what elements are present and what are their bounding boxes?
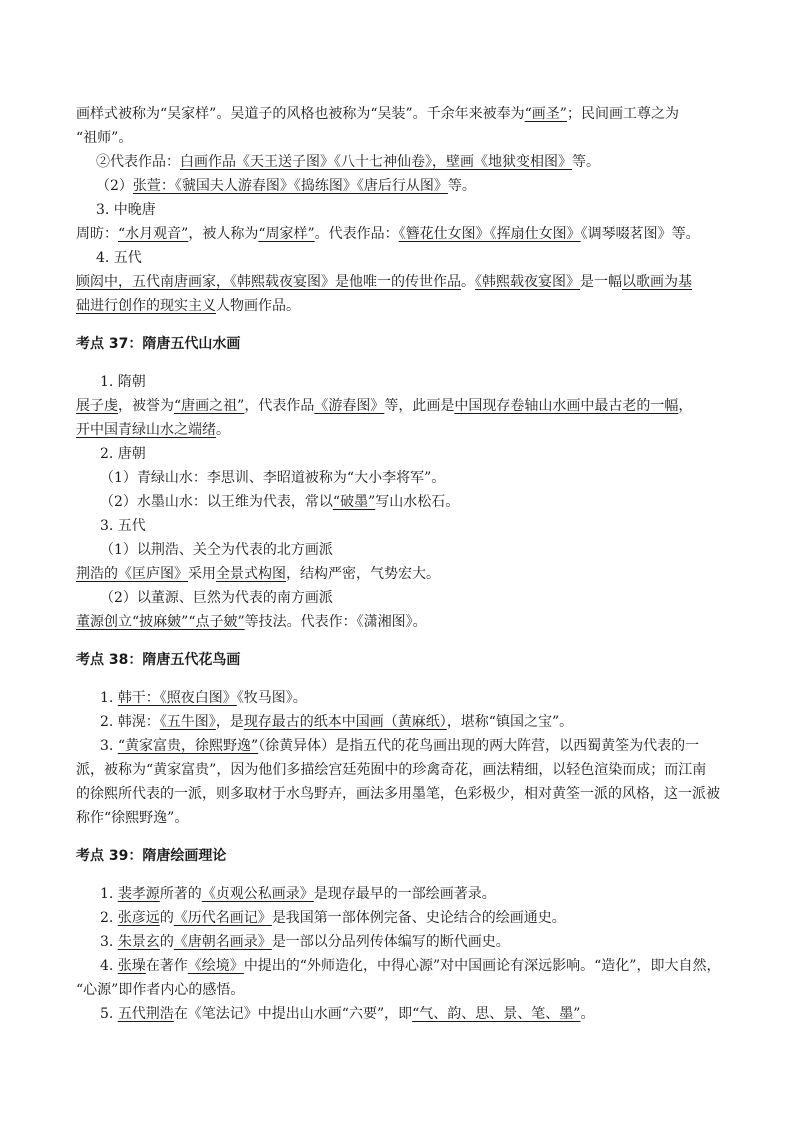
text-run: 。: [580, 1006, 595, 1022]
text-run: （1）青绿山水：李思训、李昭道被称为“大小李将军”。: [100, 470, 446, 486]
underlined-text: 现存最古的纸本中国画（黄麻纸）: [243, 714, 447, 730]
text-line: [100, 444, 146, 464]
text-line: [76, 396, 692, 416]
text-run: 的: [159, 910, 174, 926]
underlined-text: 中国现存卷轴山水画中最古老的一幅: [454, 398, 679, 414]
text-run: 是一幅: [580, 274, 622, 290]
text-line: [100, 688, 307, 708]
underlined-text: 《历代名画记》: [173, 910, 272, 926]
text-run: （2）以董源、巨然为代表的南方画派: [100, 590, 333, 606]
text-line: [76, 420, 230, 440]
text-run: 是一部以分品列传体编写的断代画史。: [271, 934, 510, 950]
text-run: ，堪称“镇国之宝”。: [446, 714, 574, 730]
underlined-text: 张萱：《虢国夫人游春图》《捣练图》《唐后行从图》: [132, 178, 448, 194]
text-run: “祖师”。: [76, 130, 133, 146]
text-run: 所著的: [159, 886, 202, 902]
text-line: [100, 932, 510, 952]
text-line: [76, 808, 188, 828]
text-line: [76, 128, 132, 148]
text-run: 3. 五代: [100, 518, 146, 534]
text-run: 等。: [572, 154, 600, 170]
text-line: [96, 200, 156, 220]
underlined-text: “气、韵、思、景、笔、墨”: [412, 1006, 581, 1022]
underlined-text: 《韩熙载夜宴图》是他唯一的传世作品: [230, 274, 461, 290]
text-line: [76, 612, 427, 632]
text-line: [100, 908, 566, 928]
underlined-text: 五代荆浩: [117, 1006, 174, 1022]
text-line: [100, 372, 146, 392]
underlined-text: “破墨”: [332, 494, 376, 510]
text-line: [100, 516, 146, 536]
text-run: 的: [159, 934, 174, 950]
text-run: 的徐熙所代表的一派，则多取材于水鸟野卉，画法多用墨笔，色彩极少，相对黄筌一派的风格，这一派被: [76, 786, 720, 802]
text-run: 等技法。代表作：《潇湘图》。: [244, 614, 427, 630]
text-run: 。: [461, 274, 475, 290]
text-run: （1）以荆浩、关仝为代表的北方画派: [100, 542, 333, 558]
text-run: 3. 中晚唐: [96, 202, 156, 218]
text-run: 人物画作品。: [216, 298, 300, 314]
text-line: [96, 152, 600, 172]
text-run: 中提出的“外师造化，中得心源”对中国画论有深远影响。“造化”，即大自然，: [243, 958, 721, 974]
text-run: ，是: [215, 714, 244, 730]
underlined-text: 《五牛图》: [159, 714, 216, 730]
underlined-text: 《绘境》: [187, 958, 244, 974]
underlined-text: 《唐朝名画录》: [173, 934, 272, 950]
section-heading: [76, 650, 240, 670]
text-run: 等，此画是: [384, 398, 455, 414]
text-run: 1.: [100, 886, 118, 902]
text-line: [100, 884, 496, 904]
text-run: 3.: [100, 738, 118, 754]
underlined-text: “画圣”: [524, 106, 567, 122]
text-run: 周昉：: [76, 226, 118, 242]
text-run: 《调琴啜茗图》等。: [580, 226, 700, 242]
text-run: 2. 唐朝: [100, 446, 146, 462]
text-line: [100, 712, 573, 732]
underlined-text: “黄家富贵，徐熙野逸”: [117, 738, 259, 754]
text-run: ②代表作品：: [96, 154, 180, 170]
text-run: 派，被称为“黄家富贵”，因为他们多描绘宫廷苑囿中的珍禽奇花，画法精细，以轻色渲染而成；而江南: [76, 762, 707, 778]
underlined-text: 荆浩的《匡庐图》: [76, 566, 188, 582]
text-line: [100, 468, 445, 488]
underlined-text: 《贞观公私画录》: [201, 886, 314, 902]
text-line: [96, 248, 142, 268]
text-run: 《牧马图》。: [236, 690, 307, 706]
text-run: 考点 38：隋唐五代花鸟画: [76, 652, 241, 668]
underlined-text: 张璪: [117, 958, 146, 974]
text-line: [96, 176, 476, 196]
text-run: 1.: [100, 690, 118, 706]
text-run: （2）水墨山水：以王维为代表，常以: [100, 494, 333, 510]
section-heading: [76, 846, 226, 866]
underlined-text: 《簪花仕女图》《挥扇仕女图》: [398, 226, 581, 242]
text-run: 等。: [447, 178, 476, 194]
underlined-text: 董源创立: [76, 614, 132, 630]
underlined-text: 《韩熙载夜宴图》: [475, 274, 580, 290]
underlined-text: 《游春图》: [314, 398, 385, 414]
text-run: 在著作: [145, 958, 188, 974]
text-run: 。: [216, 422, 230, 438]
text-run: 考点 37：隋唐五代山水画: [76, 336, 241, 352]
text-line: [100, 492, 459, 512]
underlined-text: “水月观音”: [118, 226, 189, 242]
text-run: 5.: [100, 1006, 118, 1022]
text-line: [76, 760, 706, 780]
text-run: ，代表作品: [244, 398, 315, 414]
text-run: 4. 五代: [96, 250, 142, 266]
underlined-text: 韩干：《照夜白图》: [117, 690, 237, 706]
underlined-text: “披麻皴”“点子皴”: [132, 614, 245, 630]
text-run: ，结构严密，气势宏大。: [286, 566, 440, 582]
underlined-text: 顾闳中，五代南唐画家，: [76, 274, 230, 290]
text-line: [100, 956, 720, 976]
underlined-text: 张彦远: [117, 910, 160, 926]
text-run: ，被人称为: [188, 226, 259, 242]
text-run: 是现存最早的一部绘画著录。: [313, 886, 496, 902]
text-run: 在《笔法记》中提出山水画“六要”，即: [173, 1006, 413, 1022]
text-line: [76, 224, 700, 244]
text-line: [76, 104, 679, 124]
text-run: 是我国第一部体例完备、史论结合的绘画通史。: [271, 910, 566, 926]
text-run: ，被誉为: [118, 398, 174, 414]
text-run: （2）: [96, 178, 133, 194]
text-run: 考点 39：隋唐绘画理论: [76, 848, 227, 864]
text-line: [100, 736, 699, 756]
underlined-text: 展子虔: [76, 398, 118, 414]
text-run: 2.: [100, 910, 118, 926]
underlined-text: “周家样”: [258, 226, 315, 242]
text-line: [76, 784, 720, 804]
underlined-text: “唐画之祖”: [174, 398, 245, 414]
text-run: 3.: [100, 934, 118, 950]
text-run: ；民间画工尊之为: [566, 106, 679, 122]
text-run: （徐黄异体）是指五代的花鸟画出现的两大阵营，以西蜀黄筌为代表的一: [258, 738, 700, 754]
text-run: 1. 隋朝: [100, 374, 146, 390]
section-heading: [76, 334, 240, 354]
text-line: [100, 540, 333, 560]
text-run: 称作“徐熙野逸”。: [76, 810, 189, 826]
text-line: [76, 980, 244, 1000]
text-run: 。代表作品：: [314, 226, 399, 242]
underlined-text: 以歌画为基: [622, 274, 692, 290]
underlined-text: 础进行创作的现实主义: [76, 298, 216, 314]
underlined-text: 全景式构图: [216, 566, 286, 582]
text-run: 2. 韩滉：: [100, 714, 160, 730]
text-line: [100, 1004, 594, 1024]
underlined-text: 裴孝源: [117, 886, 160, 902]
text-run: ，: [678, 398, 693, 414]
text-line: [76, 296, 300, 316]
text-line: [76, 564, 440, 584]
underlined-text: 开中国青绿山水之端绪: [76, 422, 216, 438]
text-run: 4.: [100, 958, 118, 974]
underlined-text: 朱景玄: [117, 934, 160, 950]
text-run: 画样式被称为“吴家样”。吴道子的风格也被称为“吴装”。千余年来被奉为: [76, 106, 525, 122]
text-line: [76, 272, 692, 292]
underlined-text: 白画作品《天王送子图》《八十七神仙卷》，壁画《地狱变相图》: [180, 154, 572, 170]
text-run: 采用: [188, 566, 216, 582]
text-run: 写山水松石。: [375, 494, 460, 510]
text-line: [100, 588, 333, 608]
text-run: “心源”即作者内心的感悟。: [76, 982, 245, 998]
